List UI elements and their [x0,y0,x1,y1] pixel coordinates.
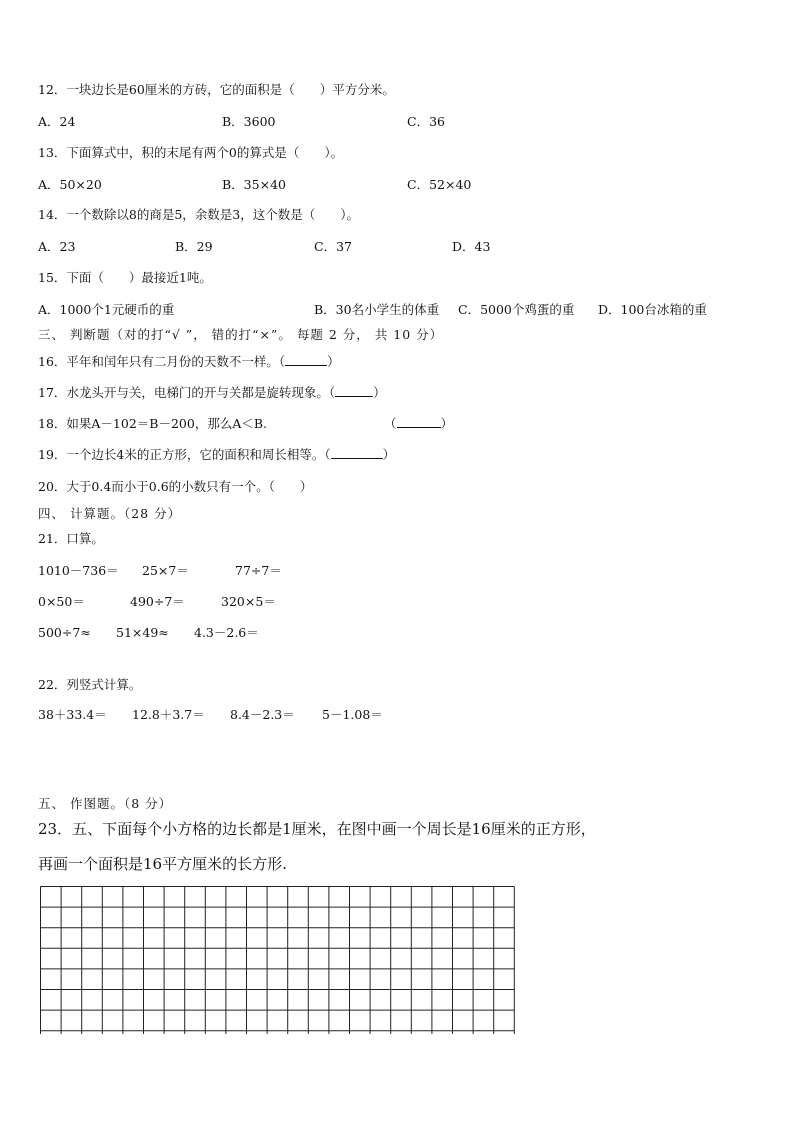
q18-stem: 18．如果A－102＝B－200，那么A＜B. [38,416,268,431]
section-5-heading: 五、 作图题。（8 分） [38,796,173,811]
q21-stem: 21．口算。 [38,531,104,546]
q21-item: 51×49≈ [116,625,169,640]
q15-option-d: D．100台冰箱的重 [598,302,707,317]
q18-answer [384,416,453,432]
q23-line-2: 再画一个面积是16平方厘米的长方形. [38,855,287,873]
q18-answer-blank[interactable] [397,416,441,428]
q19 [38,447,395,463]
q20-stem: 20．大于0.4而小于0.6的小数只有一个。（ ） [38,479,313,494]
section-3-heading: 三、 判断题（对的打“√ ”， 错的打“×”。 每题 2 分， 共 10 分） [38,327,444,342]
section-4-heading: 四、 计算题。（28 分） [38,506,182,521]
q15-option-c: C．5000个鸡蛋的重 [458,302,575,317]
q22-item: 12.8＋3.7＝ [132,707,205,722]
q14-option-b: B．29 [175,239,213,254]
q18-close: ） [440,416,454,431]
q13-stem: 13．下面算式中，积的末尾有两个0的算式是（ ）。 [38,145,344,160]
q17-close: ） [373,385,386,400]
q21-item: 77÷7＝ [235,563,282,578]
q16 [38,354,340,370]
q13-option-a: A．50×20 [38,177,102,192]
q21-item: 320×5＝ [221,594,276,609]
q15-option-a: A．1000个1元硬币的重 [38,302,175,317]
q22-item: 8.4－2.3＝ [230,707,295,722]
q12-option-c: C．36 [407,114,445,129]
q23-line-1: 23．五、下面每个小方格的边长都是1厘米，在图中画一个周长是16厘米的正方形， [38,820,596,838]
q14-option-a: A．23 [38,239,76,254]
q19-stem: 19．一个边长4米的正方形，它的面积和周长相等。（ [38,447,331,462]
q16-stem: 16．平年和闰年只有二月份的天数不一样。（ [38,354,286,369]
q19-answer-blank[interactable] [331,447,383,459]
q22-item: 5－1.08＝ [322,707,383,722]
q13-option-c: C．52×40 [407,177,472,192]
q13-option-b: B．35×40 [222,177,286,192]
q12-stem: 12．一块边长是60厘米的方砖，它的面积是（ ）平方分米。 [38,82,395,97]
q21-item: 25×7＝ [142,563,189,578]
q21-item: 1010－736＝ [38,563,119,578]
q17-answer-blank[interactable] [335,385,373,397]
q21-item: 4.3－2.6＝ [194,625,259,640]
drawing-grid[interactable] [40,886,516,1034]
q22-item: 38＋33.4＝ [38,707,107,722]
q15-option-b: B．30名小学生的体重 [314,302,440,317]
q17 [38,385,386,401]
q12-option-a: A．24 [38,114,76,129]
q15-stem: 15．下面（ ）最接近1吨。 [38,270,212,285]
q22-stem: 22．列竖式计算。 [38,677,142,692]
q12-option-b: B．3600 [222,114,276,129]
q19-close: ） [382,447,396,462]
q17-stem: 17．水龙头开与关，电梯门的开与关都是旋转现象。（ [38,385,336,400]
q14-option-c: C．37 [314,239,352,254]
q18-open: （ [384,416,397,431]
q21-item: 490÷7＝ [130,594,185,609]
q21-item: 0×50＝ [38,594,85,609]
q14-stem: 14．一个数除以8的商是5，余数是3，这个数是（ ）。 [38,207,360,222]
q16-close: ） [327,354,340,369]
q14-option-d: D．43 [452,239,491,254]
q21-item: 500÷7≈ [38,625,91,640]
q16-answer-blank[interactable] [285,354,327,366]
